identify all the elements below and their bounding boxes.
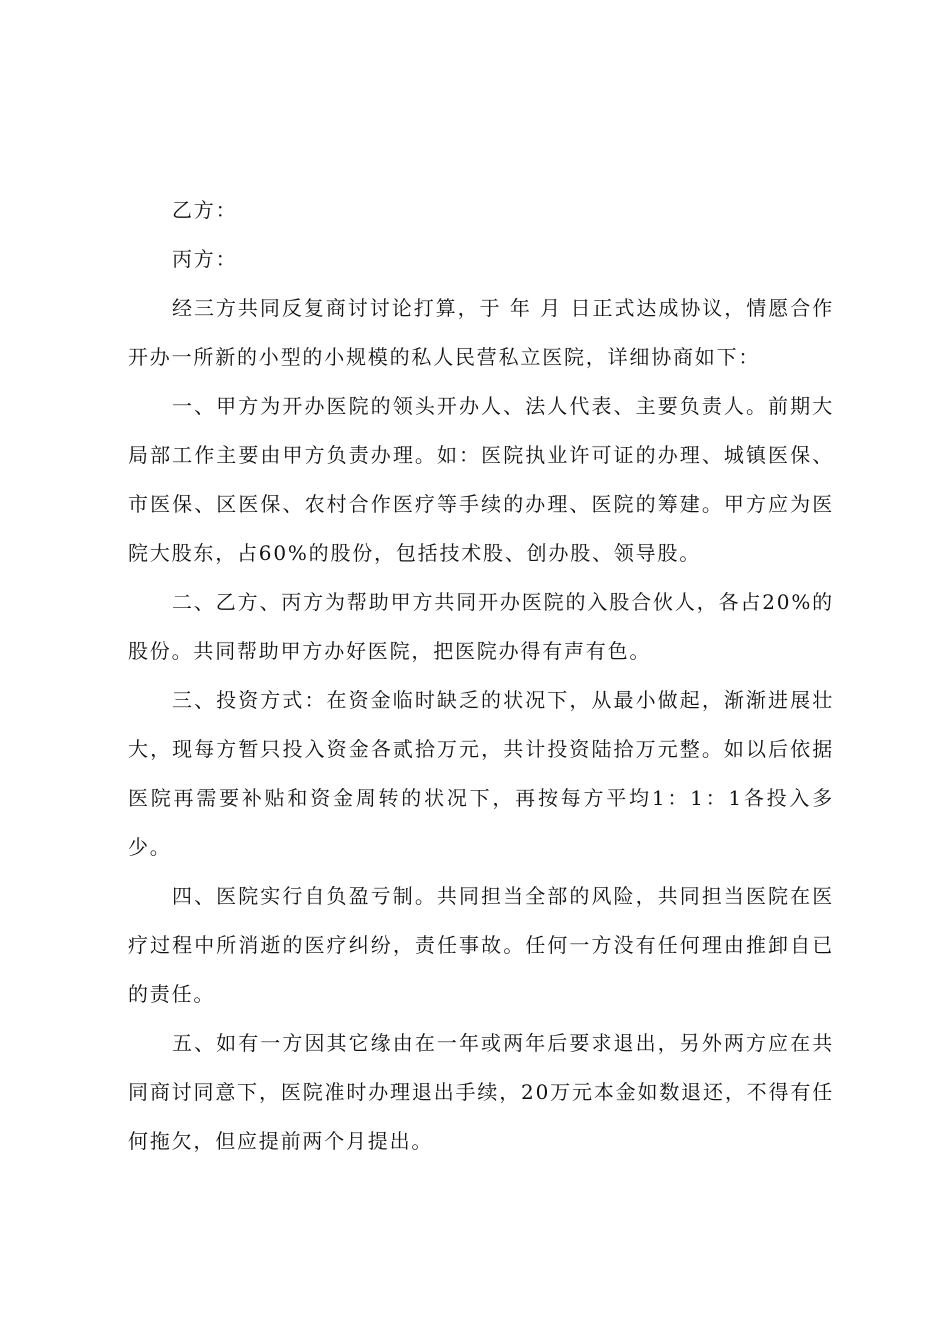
clause-5-paragraph: 五、如有一方因其它缘由在一年或两年后要求退出，另外两方应在共同商讨同意下，医院准时办理退出手续，20万元本金如数退还，不得有任何拖欠，但应提前两个月提出。 bbox=[128, 1031, 834, 1153]
document-body bbox=[128, 186, 834, 1166]
clause-3-paragraph: 三、投资方式：在资金临时缺乏的状况下，从最小做起，渐渐进展壮大，现每方暂只投入资金各贰拾万元，共计投资陆拾万元整。如以后依据医院再需要补贴和资金周转的状况下，再按每方平均1：1：1各投入多少。 bbox=[128, 688, 834, 859]
clause-4-paragraph: 四、医院实行自负盈亏制。共同担当全部的风险，共同担当医院在医疗过程中所消逝的医疗纠纷，责任事故。任何一方没有任何理由推卸自已的责任。 bbox=[128, 884, 834, 1006]
intro-paragraph: 经三方共同反复商讨讨论打算，于 年 月 日正式达成协议，情愿合作开办一所新的小型的小规模的私人民营私立医院，详细协商如下： bbox=[128, 296, 834, 369]
party-c-line: 丙方： bbox=[172, 247, 238, 271]
clause-1-paragraph: 一、甲方为开办医院的领头开办人、法人代表、主要负责人。前期大局部工作主要由甲方负责办理。如：医院执业许可证的办理、城镇医保、市医保、区医保、农村合作医疗等手续的办理、医院的筹建。甲方应为医院大股东，占60%的股份，包括技术股、创办股、领导股。 bbox=[128, 394, 834, 565]
party-b-line: 乙方： bbox=[172, 198, 238, 222]
clause-2-paragraph: 二、乙方、丙方为帮助甲方共同开办医院的入股合伙人，各占20%的股份。共同帮助甲方办好医院，把医院办得有声有色。 bbox=[128, 590, 834, 663]
